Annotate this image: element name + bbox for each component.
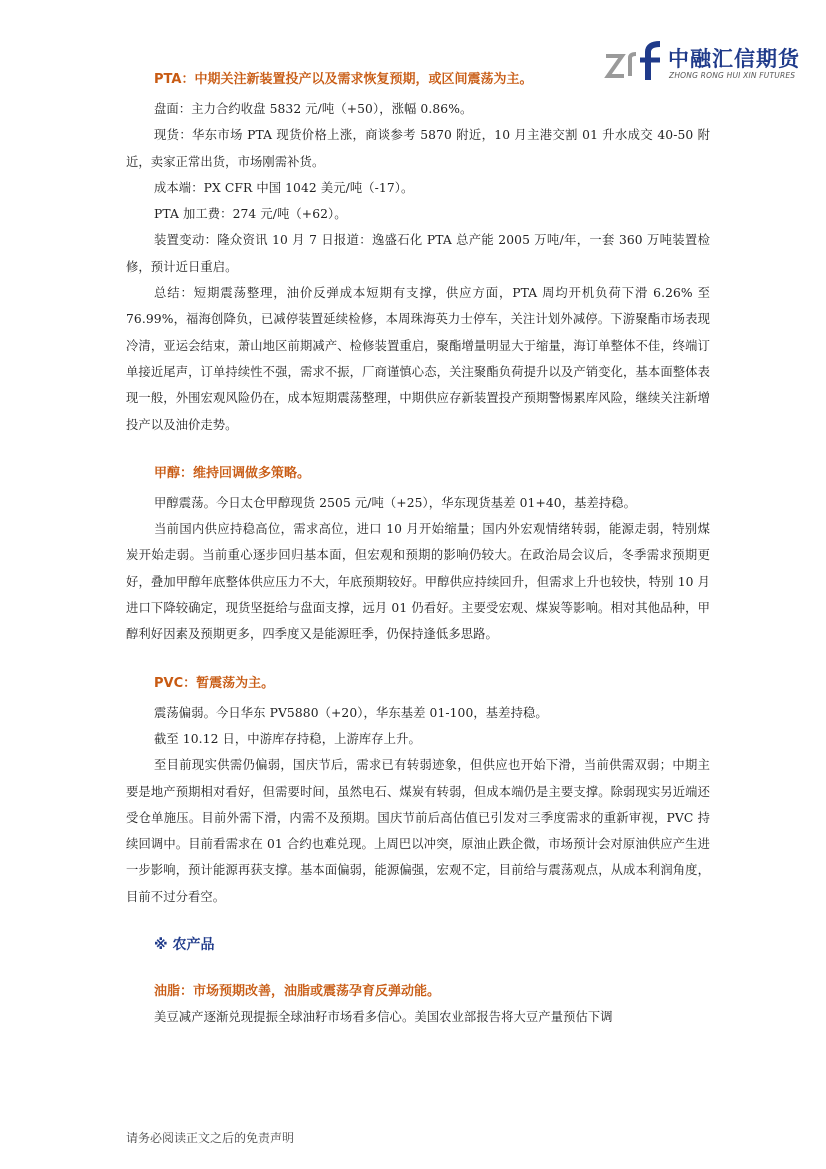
pvc-paragraph: 震荡偏弱。今日华东 PV5880（+20），华东基差 01-100，基差持稳。 [154,705,548,720]
pta-paragraph: 现货：华东市场 PTA 现货价格上涨，商谈参考 5870 附近，10 月主港交割 01 升水成交 40-50 附近，卖家正常出货，市场刚需补货。 [126,128,710,169]
methanol-paragraph: 甲醇震荡。今日太仓甲醇现货 2505 元/吨（+25），华东现货基差 01+40，基差持稳。 [154,495,637,510]
methanol-paragraph: 当前国内供应持稳高位，需求高位，进口 10 月开始缩量；国内外宏观情绪转弱，能源走弱，特别煤炭开始走弱。当前重心逐步回归基本面，但宏观和预期的影响仍较大。在政治局会议后，冬季需求预期更好，叠加甲醇年底整体供应压力不大，年底预期较好。甲醇供应持续回升，但需求上升也较快，特别 10 月进口下降较确定，现货坚挺给与盘面支撑，远月 01 仍看好。主要受宏观、煤炭等影响。相对其他品种，甲醇利好因素及预期更多，四季度又是能源旺季，仍保持逢低多思路。 [126,522,710,642]
pvc-heading: PVC：暂震荡为主。 [154,675,275,691]
logo-chinese-name: 中融汇信期货 [668,47,800,71]
pvc-paragraph: 至目前现实供需仍偏弱，国庆节后，需求已有转弱迹象，但供应也开始下滑，当前供需双弱；中期主要是地产预期相对看好，但需要时间，虽然电石、煤炭有转弱，但成本端仍是主要支撑。除弱现实另近端还受仓单施压。目前外需下滑，内需不及预期。国庆节前后高估值已引发对三季度需求的重新审视，PVC 持续回调中。目前看需求在 01 合约也难兑现。上周巴以冲突，原油止跌企微，市场预计会对原油供应产生进一步影响，预计能源再获支撑。基本面偏弱，能源偏强，宏观不定，目前给与震荡观点，从成本利润角度，目前不过分看空。 [126,758,710,904]
logo-english-name: ZHONG RONG HUI XIN FUTURES [669,71,796,80]
pta-paragraph: PTA 加工费：274 元/吨（+62）。 [154,207,347,222]
report-body [126,70,710,1030]
methanol-heading: 甲醇：维持回调做多策略。 [154,465,311,481]
pta-paragraph: 总结：短期震荡整理，油价反弹成本短期有支撑，供应方面，PTA 周均开机负荷下滑 6.26% 至 76.99%，福海创降负，已减停装置延续检修，本周珠海英力士停车，关注计划外减停。下游聚酯市场表现冷清，亚运会结束，萧山地区前期减产、检修装置重启，聚酯增量明显大于缩量，海订单整体不佳，终端订单接近尾声，订单持续性不强，需求不振，厂商谨慎心态，关注聚酯负荷提升以及产销变化，基本面整体表现一般，外围宏观风险仍在，成本短期震荡整理，中期供应存新装置投产预期警惕累库风险，继续关注新增投产以及油价走势。 [126,286,710,432]
agri-section-title: ※ 农产品 [154,937,215,954]
pvc-paragraph: 截至 10.12 日，中游库存持稳，上游库存上升。 [154,731,421,746]
oils-heading: 油脂：市场预期改善，油脂或震荡孕育反弹动能。 [154,984,441,1000]
disclaimer-footer: 请务必阅读正文之后的免责声明 [126,1131,295,1145]
pta-paragraph: 装置变动：隆众资讯 10 月 7 日报道：逸盛石化 PTA 总产能 2005 万吨/年，一套 360 万吨装置检修，预计近日重启。 [126,233,710,274]
pta-heading: PTA：中期关注新装置投产以及需求恢复预期，或区间震荡为主。 [154,72,533,87]
pta-paragraph: 成本端：PX CFR 中国 1042 美元/吨（-17）。 [154,180,414,195]
pta-paragraph: 盘面：主力合约收盘 5832 元/吨（+50），涨幅 0.86%。 [154,102,473,116]
oils-paragraph: 美豆减产逐渐兑现提振全球油籽市场看多信心。美国农业部报告将大豆产量预估下调 [154,1010,613,1025]
